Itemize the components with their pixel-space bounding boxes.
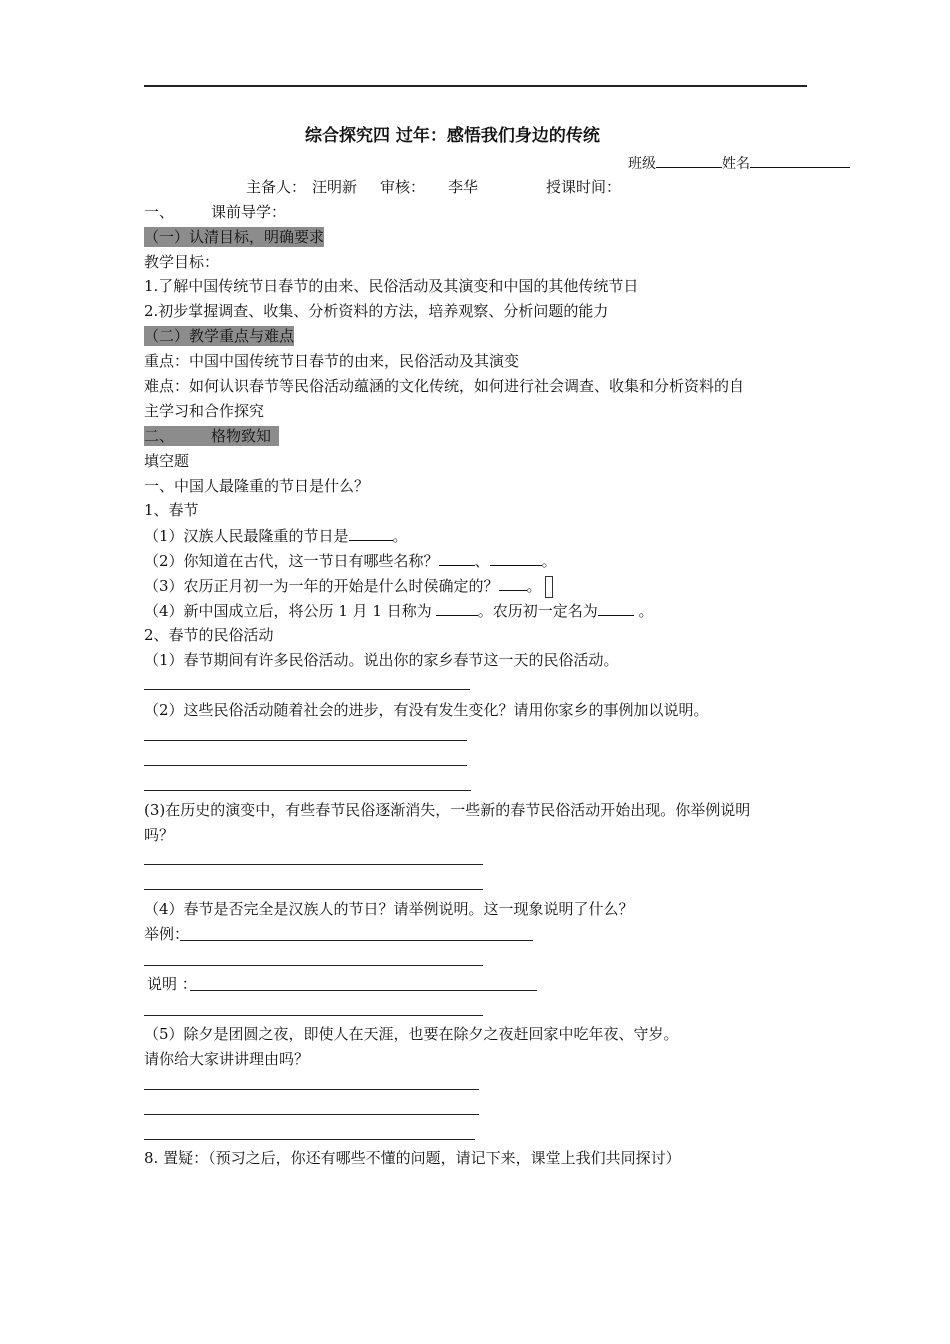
answer-blank[interactable] (349, 525, 393, 541)
question-4-text-b: 。农历初一定名为 (477, 602, 598, 620)
class-time-label: 授课时间： (546, 178, 622, 196)
answer-line[interactable] (144, 1015, 483, 1016)
section1-number: 一、 (144, 203, 175, 221)
answer-blank[interactable] (598, 600, 634, 616)
difficulty-line-1: 难点：如何认识春节等民俗活动蕴涵的文化传统，如何进行社会调查、收集和分析资料的自 (144, 377, 745, 395)
subsection-key-points: （二）教学重点与难点 (144, 327, 295, 345)
key-point: 重点：中国中国传统节日春节的由来，民俗活动及其演变 (144, 352, 520, 370)
punctuation: 、 (474, 552, 490, 570)
explain-label: 说明 ： (147, 975, 197, 993)
answer-blank[interactable] (436, 600, 478, 616)
answer-line[interactable] (144, 965, 483, 966)
question-4 (144, 600, 654, 621)
class-blank[interactable] (656, 152, 722, 168)
part-1-heading: 1、春节 (144, 501, 199, 519)
section2-heading-bar (144, 426, 279, 446)
question-3 (144, 575, 553, 598)
activity-question-4: （4）春节是否完全是汉族人的节日？请举例说明。这一现象说明了什么？ (144, 900, 634, 918)
goal-1: 1.了解中国传统节日春节的由来、民俗活动及其演变和中国的其他传统节日 (144, 277, 639, 295)
name-blank[interactable] (750, 152, 850, 168)
answer-line[interactable] (144, 765, 467, 766)
answer-line[interactable] (144, 1139, 475, 1140)
question-1-text: （1）汉族人民最隆重的节日是 (144, 527, 349, 545)
placeholder-box-icon (545, 576, 553, 598)
preparer-name: 汪明新 (312, 178, 358, 196)
class-label: 班级 (628, 156, 656, 172)
activity-question-5-line-1: （5）除夕是团圆之夜，即使人在天涯，也要在除夕之夜赶回家中吃年夜、守岁。 (144, 1025, 679, 1043)
example-label: 举例： (144, 925, 190, 943)
answer-line[interactable] (144, 689, 470, 690)
punctuation: 。 (633, 602, 654, 620)
activity-question-1: （1）春节期间有许多民俗活动。说出你的家乡春节这一天的民俗活动。 (144, 651, 619, 669)
answer-blank[interactable] (439, 550, 475, 566)
answer-blank[interactable] (490, 550, 542, 566)
answer-line[interactable] (144, 1089, 479, 1090)
answer-line[interactable] (144, 1114, 479, 1115)
activity-question-2: （2）这些民俗活动随着社会的进步，有没有发生变化？请用你家乡的事例加以说明。 (144, 701, 709, 719)
reviewer-name: 李华 (448, 178, 479, 196)
activity-question-3-line-2: 吗？ (144, 826, 175, 844)
page-title: 综合探究四 过年：感悟我们身边的传统 (305, 126, 600, 146)
activity-question-3-line-1: (3)在历史的演变中，有些春节民俗逐渐消失，一些新的春节民俗活动开始出现。你举例说明 (144, 801, 751, 819)
reviewer-label: 审核： (380, 178, 426, 196)
subsection-goals: （一）认清目标，明确要求 (144, 228, 325, 246)
name-label: 姓名 (722, 156, 750, 172)
answer-line[interactable] (144, 740, 467, 741)
answer-line[interactable] (144, 790, 471, 791)
punctuation: 。 (541, 552, 557, 570)
question-1 (144, 525, 408, 546)
activity-question-5-line-2: 请你给大家讲讲理由吗？ (144, 1050, 310, 1068)
difficulty-line-2: 主学习和合作探究 (144, 402, 265, 420)
question-8-doubts: 8. 置疑：（预习之后，你还有哪些不懂的问题，请记下来，课堂上我们共同探讨） (144, 1149, 681, 1167)
main-question: 一、中国人最隆重的节日是什么？ (144, 477, 370, 495)
punctuation: 。 (526, 577, 542, 595)
part-2-heading: 2、春节的民俗活动 (144, 626, 274, 644)
section2-heading: 格物致知 (211, 427, 272, 445)
question-2 (144, 550, 557, 571)
question-4-text-a: （4）新中国成立后，将公历 1 月 1 日称为 (144, 602, 432, 620)
header-rule (144, 85, 807, 87)
fill-in-label: 填空题 (144, 452, 190, 470)
question-3-text: （3）农历正月初一为一年的开始是什么时侯确定的？ (144, 577, 499, 595)
preparer-label: 主备人： (246, 178, 307, 196)
goals-label: 教学目标： (144, 253, 220, 271)
answer-line[interactable] (190, 990, 537, 991)
class-name-line (628, 152, 850, 174)
goal-2: 2.初步掌握调查、收集、分析资料的方法，培养观察、分析问题的能力 (144, 302, 609, 320)
punctuation: 。 (392, 527, 408, 545)
answer-line[interactable] (144, 864, 483, 865)
question-2-text: （2）你知道在古代，这一节日有哪些名称？ (144, 552, 439, 570)
answer-line[interactable] (144, 889, 483, 890)
answer-blank[interactable] (499, 575, 527, 591)
section2-number: 二、 (144, 427, 175, 445)
section1-heading: 课前导学： (211, 203, 287, 221)
answer-line[interactable] (180, 940, 533, 941)
